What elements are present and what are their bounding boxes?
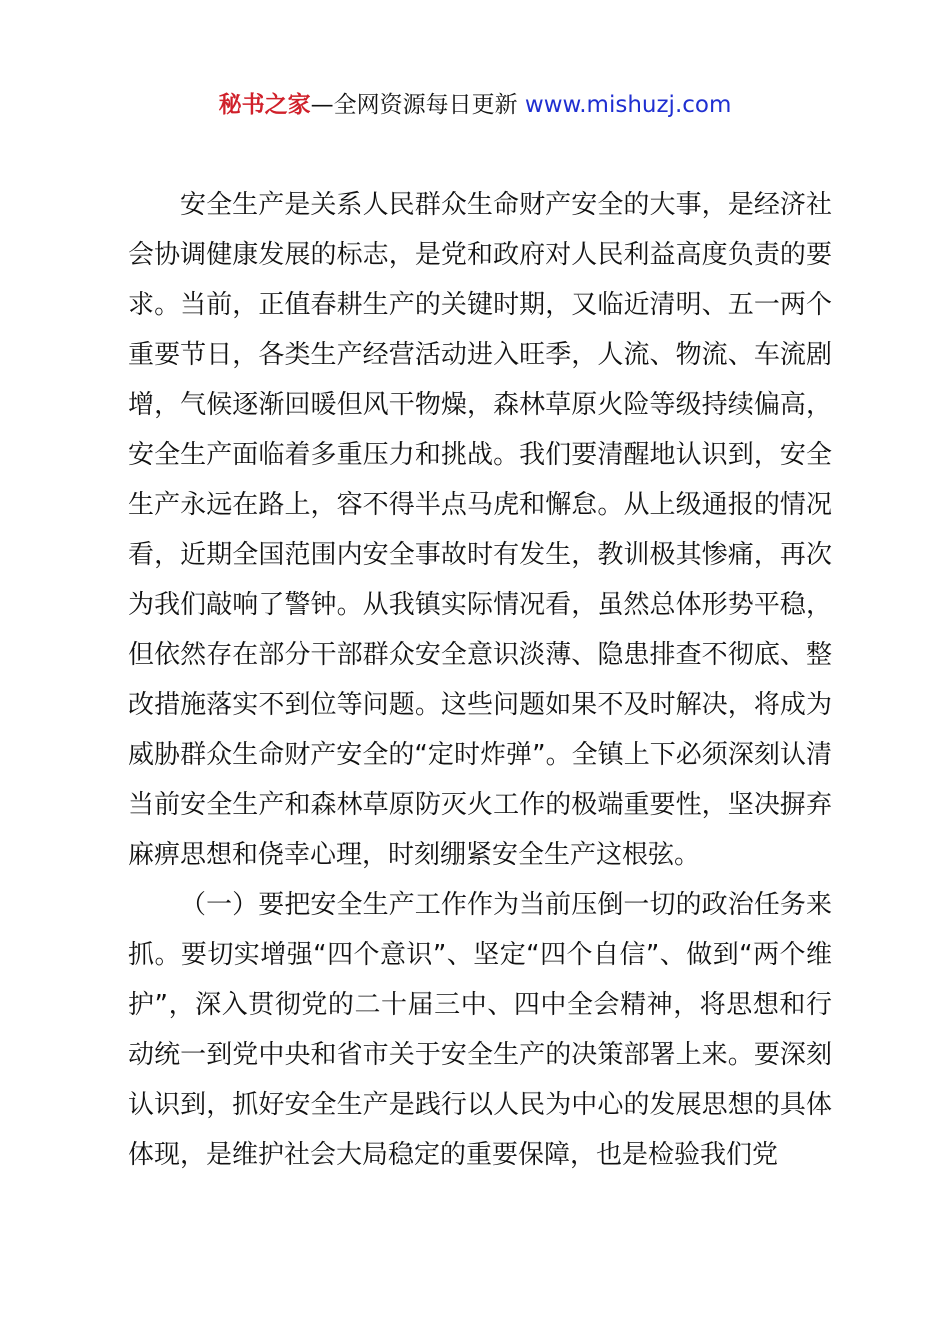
brand-name: 秘书之家 (218, 92, 311, 118)
paragraph-section-one: （一）要把安全生产工作作为当前压倒一切的政治任务来抓。要切实增强“四个意识”、坚定“四个自信”、做到“两个维护”，深入贯彻党的二十届三中、四中全会精神，将思想和行动统一到党中央和省市关于安全生产的决策部署上来。要深刻认识到，抓好安全生产是践行以人民为中心的发展思想的具体体现，是维护社会大局稳定的重要保障，也是检验我们党 (128, 890, 832, 1170)
document-body (128, 180, 832, 1180)
site-header (0, 88, 950, 122)
paragraph-intro: 安全生产是关系人民群众生命财产安全的大事，是经济社会协调健康发展的标志，是党和政府对人民利益高度负责的要求。当前，正值春耕生产的关键时期，又临近清明、五一两个重要节日，各类生产经营活动进入旺季，人流、物流、车流剧增，气候逐渐回暖但风干物燥，森林草原火险等级持续偏高，安全生产面临着多重压力和挑战。我们要清醒地认识到，安全生产永远在路上，容不得半点马虎和懈怠。从上级通报的情况看，近期全国范围内安全事故时有发生，教训极其惨痛，再次为我们敲响了警钟。从我镇实际情况看，虽然总体形势平稳，但依然存在部分干部群众安全意识淡薄、隐患排查不彻底、整改措施落实不到位等问题。这些问题如果不及时解决，将成为威胁群众生命财产安全的“定时炸弹”。全镇上下必须深刻认清当前安全生产和森林草原防灭火工作的极端重要性，坚决摒弃麻痹思想和侥幸心理，时刻绷紧安全生产这根弦。 (128, 190, 832, 870)
header-tagline: —全网资源每日更新 (310, 92, 525, 118)
site-url-link[interactable]: www.mishuzj.com (524, 92, 732, 118)
